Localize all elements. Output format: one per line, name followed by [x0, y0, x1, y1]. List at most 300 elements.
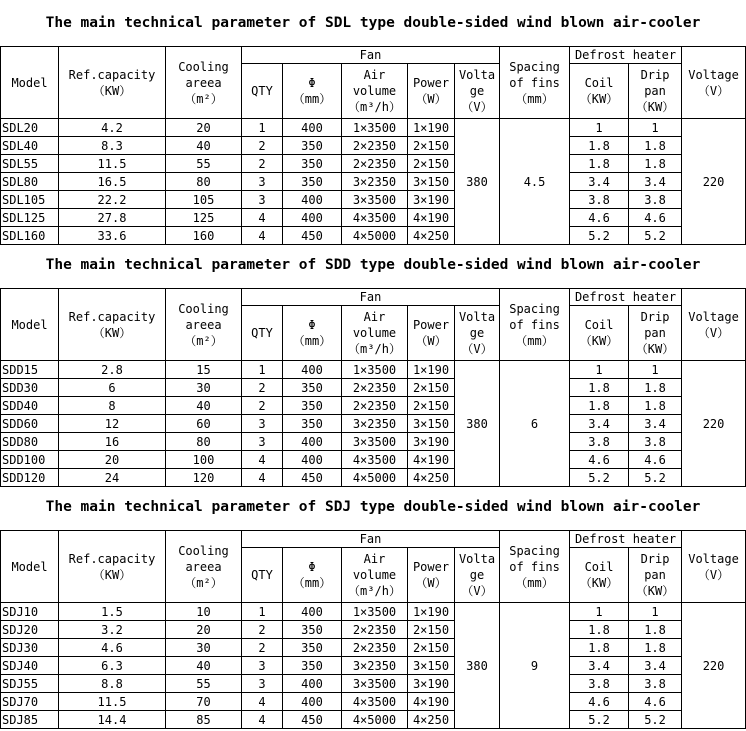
cell-power: 2×150: [408, 397, 455, 415]
cell-air-volume: 4×3500: [342, 209, 408, 227]
cell-qty: 3: [242, 191, 283, 209]
cooling-line: Cooling: [178, 543, 229, 558]
table-row: [1, 675, 746, 693]
cell-air-volume: 3×3500: [342, 191, 408, 209]
air-line: Air: [363, 310, 386, 324]
cell-model: SDD60: [1, 415, 59, 433]
air-line: （m³/h）: [348, 100, 401, 114]
cell-model: SDJ85: [1, 711, 59, 729]
cell-cooling-area: 120: [166, 469, 242, 487]
cell-power: 2×150: [408, 639, 455, 657]
cell-coil: 5.2: [570, 227, 629, 245]
coil-line: （KW）: [579, 334, 619, 348]
cell-capacity: 8.8: [59, 675, 166, 693]
header-cooling-area: [166, 47, 242, 119]
cell-drip-pan: 3.8: [629, 191, 682, 209]
table-row: [1, 191, 746, 209]
table-row: [1, 451, 746, 469]
cell-air-volume: 1×3500: [342, 361, 408, 379]
cell-phi: 350: [283, 137, 342, 155]
cell-drip-pan: 3.4: [629, 173, 682, 191]
capacity-line: Ref.capacity: [68, 67, 156, 82]
header-drip-pan: [629, 306, 682, 361]
cell-air-volume: 4×5000: [342, 711, 408, 729]
header-capacity: [59, 531, 166, 603]
cell-capacity: 16.5: [59, 173, 166, 191]
table-row: [1, 469, 746, 487]
cell-cooling-area: 105: [166, 191, 242, 209]
power-line: Power: [412, 560, 450, 574]
power-line: Power: [412, 76, 450, 90]
cell-drip-pan: 1.8: [629, 639, 682, 657]
cell-power: 1×190: [408, 361, 455, 379]
drip-line: pan: [644, 84, 666, 98]
spacing-line: （mm）: [515, 333, 554, 348]
cell-spacing: 9: [500, 603, 570, 729]
volt_fan-line: ge: [469, 568, 485, 582]
cell-phi: 400: [283, 451, 342, 469]
cell-power: 2×150: [408, 137, 455, 155]
cell-qty: 2: [242, 397, 283, 415]
cell-phi: 400: [283, 603, 342, 621]
cell-drip-pan: 5.2: [629, 469, 682, 487]
voltage-line: （V）: [697, 83, 730, 98]
cell-power: 1×190: [408, 603, 455, 621]
cell-power: 3×190: [408, 191, 455, 209]
cell-capacity: 11.5: [59, 155, 166, 173]
cell-cooling-area: 70: [166, 693, 242, 711]
header-model: Model: [1, 289, 59, 361]
spacing-line: of fins: [509, 75, 560, 90]
table-row: [1, 639, 746, 657]
phi-line: Φ: [308, 76, 316, 90]
cell-air-volume: 2×2350: [342, 639, 408, 657]
cell-qty: 2: [242, 155, 283, 173]
header-drip-pan: [629, 548, 682, 603]
header-power: [408, 548, 455, 603]
cell-model: SDJ20: [1, 621, 59, 639]
cell-voltage: 220: [682, 119, 746, 245]
cell-capacity: 16: [59, 433, 166, 451]
cell-air-volume: 3×3500: [342, 433, 408, 451]
cell-qty: 1: [242, 119, 283, 137]
cell-qty: 3: [242, 433, 283, 451]
cell-qty: 2: [242, 639, 283, 657]
header-fan: Fan: [242, 531, 500, 548]
cell-qty: 4: [242, 693, 283, 711]
cell-fan-voltage: 380: [455, 119, 500, 245]
spec-table: [0, 288, 746, 487]
header-air-volume: [342, 64, 408, 119]
power-line: （W）: [415, 576, 447, 590]
cooling-line: Cooling: [178, 59, 229, 74]
cell-qty: 2: [242, 137, 283, 155]
cell-cooling-area: 125: [166, 209, 242, 227]
cell-coil: 1.8: [570, 137, 629, 155]
coil-line: Coil: [584, 318, 614, 332]
cell-phi: 350: [283, 657, 342, 675]
cell-phi: 350: [283, 379, 342, 397]
air-line: Air: [363, 552, 386, 566]
table-title: The main technical parameter of SDD type double-sided wind blown air-cooler: [45, 257, 701, 273]
cell-coil: 5.2: [570, 711, 629, 729]
power-line: （W）: [415, 334, 447, 348]
table-row: [1, 621, 746, 639]
cell-phi: 400: [283, 433, 342, 451]
volt_fan-line: Volta: [458, 310, 496, 324]
cell-model: SDL160: [1, 227, 59, 245]
capacity-line: Ref.capacity: [68, 309, 156, 324]
header-cooling-area: [166, 289, 242, 361]
header-fan-voltage: [455, 548, 500, 603]
cell-coil: 1: [570, 361, 629, 379]
header-air-volume: [342, 306, 408, 361]
cell-phi: 350: [283, 155, 342, 173]
cell-air-volume: 2×2350: [342, 137, 408, 155]
cell-phi: 350: [283, 415, 342, 433]
cell-power: 3×190: [408, 433, 455, 451]
cell-model: SDD120: [1, 469, 59, 487]
cell-air-volume: 4×5000: [342, 469, 408, 487]
header-defrost: Defrost heater: [570, 531, 682, 548]
cell-air-volume: 2×2350: [342, 155, 408, 173]
cell-capacity: 24: [59, 469, 166, 487]
air-line: volume: [352, 568, 397, 582]
air-line: volume: [352, 326, 397, 340]
header-model: Model: [1, 47, 59, 119]
cell-cooling-area: 20: [166, 119, 242, 137]
air-line: （m³/h）: [348, 342, 401, 356]
cell-coil: 3.8: [570, 675, 629, 693]
cell-model: SDL20: [1, 119, 59, 137]
header-qty: QTY: [242, 64, 283, 119]
coil-line: Coil: [584, 76, 614, 90]
table-title: The main technical parameter of SDL type double-sided wind blown air-cooler: [45, 15, 701, 31]
phi-line: （mm）: [292, 92, 332, 106]
cooling-line: （m²）: [184, 333, 223, 348]
volt_fan-line: （V）: [461, 342, 493, 356]
coil-line: Coil: [584, 560, 614, 574]
cell-capacity: 12: [59, 415, 166, 433]
cell-phi: 350: [283, 621, 342, 639]
volt_fan-line: （V）: [461, 100, 493, 114]
cell-capacity: 3.2: [59, 621, 166, 639]
table-row: [1, 155, 746, 173]
header-model: Model: [1, 531, 59, 603]
air-line: Air: [363, 68, 386, 82]
power-line: Power: [412, 318, 450, 332]
phi-line: Φ: [308, 318, 316, 332]
cell-phi: 350: [283, 173, 342, 191]
cell-drip-pan: 3.8: [629, 433, 682, 451]
cooling-line: （m²）: [184, 575, 223, 590]
cell-power: 3×190: [408, 675, 455, 693]
header-cooling-area: [166, 531, 242, 603]
cell-drip-pan: 4.6: [629, 451, 682, 469]
cell-qty: 4: [242, 711, 283, 729]
cell-phi: 450: [283, 227, 342, 245]
header-row: [1, 289, 746, 306]
header-capacity: [59, 289, 166, 361]
cell-phi: 350: [283, 639, 342, 657]
cell-model: SDJ10: [1, 603, 59, 621]
cell-coil: 3.4: [570, 657, 629, 675]
cell-phi: 400: [283, 119, 342, 137]
cell-capacity: 22.2: [59, 191, 166, 209]
spacing-line: （mm）: [515, 575, 554, 590]
cell-drip-pan: 1.8: [629, 621, 682, 639]
cell-coil: 1.8: [570, 639, 629, 657]
cell-power: 1×190: [408, 119, 455, 137]
voltage-line: Voltage: [688, 309, 739, 324]
spacing-line: Spacing: [509, 543, 560, 558]
cell-power: 2×150: [408, 379, 455, 397]
cell-qty: 3: [242, 415, 283, 433]
cell-drip-pan: 1.8: [629, 155, 682, 173]
spacing-line: of fins: [509, 559, 560, 574]
cell-air-volume: 3×2350: [342, 173, 408, 191]
volt_fan-line: （V）: [461, 584, 493, 598]
cell-coil: 3.4: [570, 173, 629, 191]
spacing-line: （mm）: [515, 91, 554, 106]
capacity-line: （KW）: [92, 567, 132, 582]
cell-cooling-area: 30: [166, 639, 242, 657]
cell-capacity: 4.6: [59, 639, 166, 657]
cell-qty: 3: [242, 173, 283, 191]
cell-cooling-area: 85: [166, 711, 242, 729]
cell-qty: 3: [242, 657, 283, 675]
header-coil: [570, 64, 629, 119]
cell-air-volume: 1×3500: [342, 603, 408, 621]
spacing-line: Spacing: [509, 301, 560, 316]
cell-spacing: 6: [500, 361, 570, 487]
cell-qty: 2: [242, 379, 283, 397]
header-voltage: [682, 47, 746, 119]
cooling-line: areea: [185, 317, 222, 332]
cell-power: 4×190: [408, 451, 455, 469]
table-row: [1, 361, 746, 379]
cell-coil: 3.4: [570, 415, 629, 433]
phi-line: （mm）: [292, 576, 332, 590]
cell-capacity: 6.3: [59, 657, 166, 675]
cell-capacity: 1.5: [59, 603, 166, 621]
cell-capacity: 14.4: [59, 711, 166, 729]
cell-cooling-area: 20: [166, 621, 242, 639]
cell-model: SDD15: [1, 361, 59, 379]
voltage-line: Voltage: [688, 67, 739, 82]
cooling-line: Cooling: [178, 301, 229, 316]
cell-cooling-area: 55: [166, 675, 242, 693]
phi-line: （mm）: [292, 334, 332, 348]
cell-phi: 450: [283, 469, 342, 487]
header-voltage: [682, 289, 746, 361]
cell-model: SDL80: [1, 173, 59, 191]
cell-cooling-area: 40: [166, 657, 242, 675]
cell-capacity: 20: [59, 451, 166, 469]
cell-coil: 1.8: [570, 155, 629, 173]
cell-air-volume: 2×2350: [342, 621, 408, 639]
cell-drip-pan: 3.4: [629, 415, 682, 433]
cell-air-volume: 4×3500: [342, 451, 408, 469]
cell-model: SDL105: [1, 191, 59, 209]
header-row: [1, 47, 746, 64]
spacing-line: of fins: [509, 317, 560, 332]
cell-model: SDJ40: [1, 657, 59, 675]
header-qty: QTY: [242, 306, 283, 361]
table-row: [1, 657, 746, 675]
cell-model: SDD100: [1, 451, 59, 469]
cell-qty: 1: [242, 361, 283, 379]
cell-cooling-area: 30: [166, 379, 242, 397]
cell-air-volume: 3×2350: [342, 657, 408, 675]
cell-fan-voltage: 380: [455, 361, 500, 487]
cell-drip-pan: 4.6: [629, 693, 682, 711]
cell-coil: 1.8: [570, 379, 629, 397]
drip-line: pan: [644, 568, 666, 582]
air-line: （m³/h）: [348, 584, 401, 598]
coil-line: （KW）: [579, 576, 619, 590]
cell-air-volume: 3×3500: [342, 675, 408, 693]
cell-drip-pan: 1: [629, 361, 682, 379]
header-defrost: Defrost heater: [570, 47, 682, 64]
drip-line: （KW）: [635, 584, 675, 598]
air-line: volume: [352, 84, 397, 98]
cell-model: SDJ55: [1, 675, 59, 693]
cell-cooling-area: 60: [166, 415, 242, 433]
cell-spacing: 4.5: [500, 119, 570, 245]
cell-power: 4×250: [408, 711, 455, 729]
cell-qty: 4: [242, 451, 283, 469]
header-drip-pan: [629, 64, 682, 119]
cell-phi: 400: [283, 675, 342, 693]
spacing-line: Spacing: [509, 59, 560, 74]
cell-drip-pan: 5.2: [629, 711, 682, 729]
cell-capacity: 33.6: [59, 227, 166, 245]
capacity-line: Ref.capacity: [68, 551, 156, 566]
cell-model: SDJ70: [1, 693, 59, 711]
header-phi: [283, 306, 342, 361]
cell-capacity: 11.5: [59, 693, 166, 711]
cell-cooling-area: 15: [166, 361, 242, 379]
header-defrost: Defrost heater: [570, 289, 682, 306]
drip-line: Drip: [640, 68, 670, 82]
cell-cooling-area: 80: [166, 173, 242, 191]
cell-drip-pan: 1.8: [629, 397, 682, 415]
header-capacity: [59, 47, 166, 119]
cell-cooling-area: 80: [166, 433, 242, 451]
cell-coil: 1: [570, 603, 629, 621]
cell-drip-pan: 3.4: [629, 657, 682, 675]
cell-coil: 4.6: [570, 209, 629, 227]
cell-air-volume: 2×2350: [342, 379, 408, 397]
header-power: [408, 64, 455, 119]
header-spacing: [500, 47, 570, 119]
table-row: [1, 603, 746, 621]
cell-model: SDL40: [1, 137, 59, 155]
header-phi: [283, 64, 342, 119]
cell-cooling-area: 100: [166, 451, 242, 469]
table-row: [1, 173, 746, 191]
header-voltage: [682, 531, 746, 603]
table-row: [1, 711, 746, 729]
voltage-line: Voltage: [688, 551, 739, 566]
cell-power: 4×190: [408, 209, 455, 227]
cell-capacity: 6: [59, 379, 166, 397]
table-row: [1, 397, 746, 415]
cell-coil: 5.2: [570, 469, 629, 487]
phi-line: Φ: [308, 560, 316, 574]
table-row: [1, 693, 746, 711]
voltage-line: （V）: [697, 567, 730, 582]
cell-cooling-area: 55: [166, 155, 242, 173]
header-spacing: [500, 289, 570, 361]
table-title: The main technical parameter of SDJ type double-sided wind blown air-cooler: [45, 499, 701, 515]
spec-table: [0, 46, 746, 245]
cell-voltage: 220: [682, 603, 746, 729]
cell-power: 2×150: [408, 155, 455, 173]
cell-power: 4×250: [408, 469, 455, 487]
header-spacing: [500, 531, 570, 603]
cell-fan-voltage: 380: [455, 603, 500, 729]
volt_fan-line: Volta: [458, 552, 496, 566]
cell-power: 4×190: [408, 693, 455, 711]
cell-capacity: 4.2: [59, 119, 166, 137]
cell-power: 3×150: [408, 415, 455, 433]
drip-line: Drip: [640, 552, 670, 566]
table-row: [1, 209, 746, 227]
volt_fan-line: ge: [469, 84, 485, 98]
cell-phi: 450: [283, 711, 342, 729]
cell-power: 4×250: [408, 227, 455, 245]
cell-model: SDL55: [1, 155, 59, 173]
cell-qty: 1: [242, 603, 283, 621]
cell-qty: 3: [242, 675, 283, 693]
power-line: （W）: [415, 92, 447, 106]
cell-phi: 400: [283, 191, 342, 209]
table-row: [1, 415, 746, 433]
cell-air-volume: 1×3500: [342, 119, 408, 137]
table-row: [1, 379, 746, 397]
cell-drip-pan: 1: [629, 603, 682, 621]
cell-model: SDD40: [1, 397, 59, 415]
cell-cooling-area: 40: [166, 137, 242, 155]
cell-coil: 4.6: [570, 451, 629, 469]
table-row: [1, 227, 746, 245]
cell-coil: 1.8: [570, 397, 629, 415]
cell-qty: 4: [242, 469, 283, 487]
cell-drip-pan: 1.8: [629, 137, 682, 155]
volt_fan-line: ge: [469, 326, 485, 340]
cell-model: SDD80: [1, 433, 59, 451]
table-row: [1, 433, 746, 451]
cell-model: SDL125: [1, 209, 59, 227]
cell-air-volume: 4×5000: [342, 227, 408, 245]
header-air-volume: [342, 548, 408, 603]
voltage-line: （V）: [697, 325, 730, 340]
cell-drip-pan: 5.2: [629, 227, 682, 245]
cell-air-volume: 3×2350: [342, 415, 408, 433]
cell-drip-pan: 1.8: [629, 379, 682, 397]
cell-capacity: 8: [59, 397, 166, 415]
cell-model: SDJ30: [1, 639, 59, 657]
cell-qty: 4: [242, 209, 283, 227]
cell-phi: 400: [283, 209, 342, 227]
header-phi: [283, 548, 342, 603]
header-coil: [570, 548, 629, 603]
header-fan: Fan: [242, 289, 500, 306]
cooling-line: （m²）: [184, 91, 223, 106]
header-coil: [570, 306, 629, 361]
